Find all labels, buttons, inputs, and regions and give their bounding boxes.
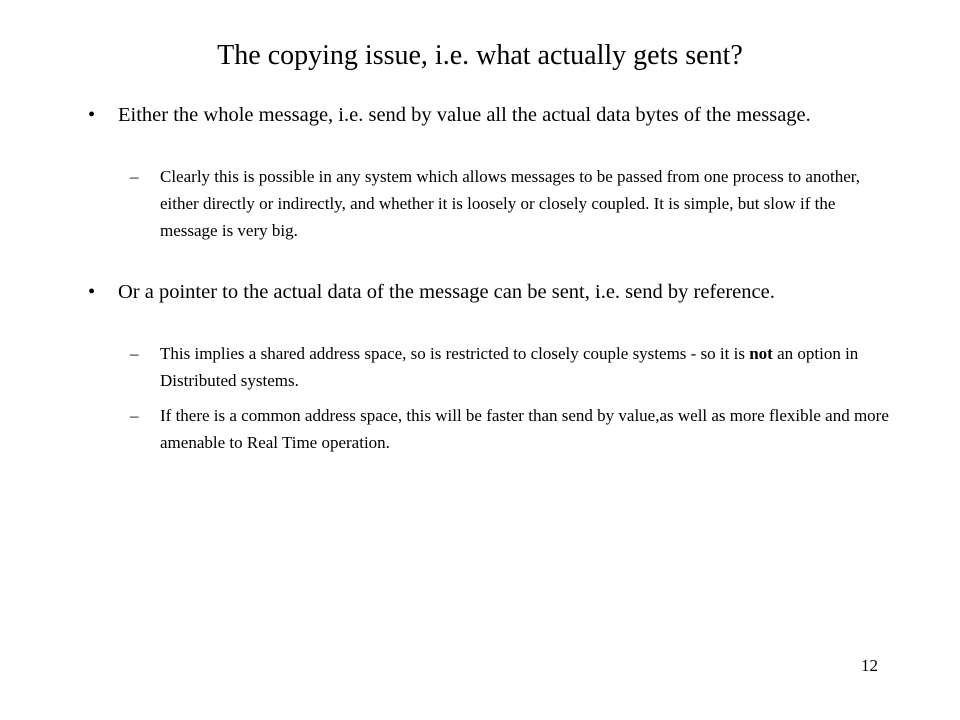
- bullet-text: Either the whole message, i.e. send by value all the actual data bytes of the message.: [118, 104, 811, 126]
- bullet-send-by-value: [88, 101, 878, 130]
- emphasis-not: not: [749, 344, 773, 363]
- subpoint-text: If there is a common address space, this will be faster than send by value,as well as more flexible and more amenable to Real Time operation.: [160, 406, 889, 452]
- page-number: 12: [861, 656, 878, 675]
- bullet-marker: •: [88, 281, 96, 303]
- subpoint-shared-address-space: [130, 340, 890, 394]
- bullet-text: Or a pointer to the actual data of the message can be sent, i.e. send by reference.: [118, 281, 775, 303]
- subpoint-send-by-value-detail: [130, 163, 890, 244]
- dash-marker: –: [130, 167, 139, 186]
- subpoint-common-address-space: [130, 402, 890, 456]
- subpoint-text-before: This implies a shared address space, so is restricted to closely couple systems - so it is: [160, 344, 750, 363]
- subpoint-text-after: an option in Distributed systems.: [160, 344, 859, 390]
- dash-marker: –: [130, 406, 139, 425]
- slide-title: The copying issue, i.e. what actually gets sent?: [217, 40, 743, 71]
- subpoint-text: Clearly this is possible in any system which allows messages to be passed from one process to another, either directly or indirectly, and whether it is loosely or closely coupled. It is simple, but slow if the message is very big.: [160, 167, 860, 240]
- bullet-marker: •: [88, 104, 96, 126]
- dash-marker: –: [130, 344, 139, 363]
- subpoint-text: [160, 340, 890, 394]
- bullet-send-by-reference: [88, 278, 878, 307]
